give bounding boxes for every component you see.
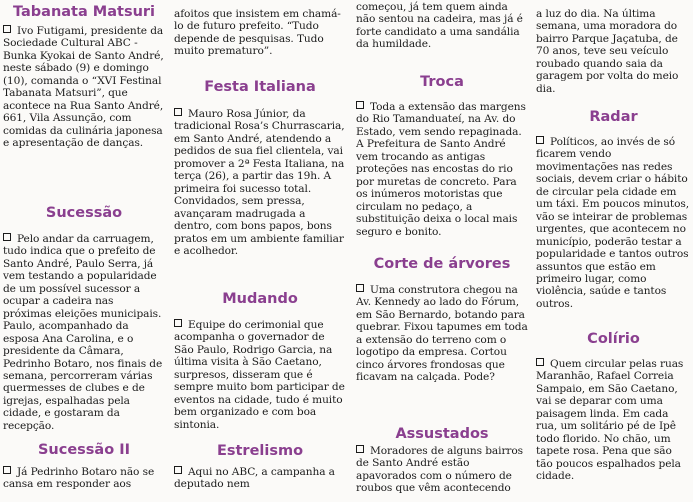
- heading-sucessao-ii: Sucessão II: [37, 442, 131, 458]
- article-assustados: Moradores de alguns bairros de Santo André estão apavorados com o número de roubos que vêm acontecendo: [356, 445, 523, 495]
- bullet-box-icon: [174, 108, 182, 116]
- column-2: [174, 0, 346, 502]
- heading-sucessao: Sucessão: [45, 205, 123, 221]
- bullet-box-icon: [174, 319, 182, 327]
- heading-colirio: Colírio: [587, 331, 640, 347]
- bullet-box-icon: [536, 358, 544, 366]
- column-4: [536, 0, 691, 502]
- article-estrelismo: Aqui no ABC, a campanha a deputado nem: [174, 466, 335, 491]
- column-1: [3, 0, 165, 502]
- heading-assustados: Assustados: [395, 426, 489, 442]
- article-festa-italiana: Mauro Rosa Júnior, da tradicional Rosa’s Churrascaria, em Santo André, atendendo a pedidos de sua fiel clientela, vai promover a 2ª Festa Italiana, na terça (26), a partir das 19h. A primeira foi sucesso total. Convidados, sem pressa, avançaram madrugada a dentro, com bons papos, bons pratos em um ambiente familiar e acolhedor.: [174, 108, 345, 257]
- bullet-box-icon: [3, 466, 11, 474]
- heading-festa-italiana: Festa Italiana: [204, 79, 316, 95]
- bullet-box-icon: [356, 445, 364, 453]
- article-sucessao: Pelo andar da carruagem, tudo indica que o prefeito de Santo André, Paulo Serra, já vem testando a popularidade de um possível sucessor a ocupar a cadeira nas próximas eleições municipais. Paulo, acompanhado da esposa Ana Carolina, e o presidente da Câmara, Pedrinho Botaro, nos finais de semana, percorreram várias quermesses de clubes e de igrejas, espalhadas pela cidade, e gostaram da recepção.: [3, 233, 163, 432]
- article-sucessao-ii: Já Pedrinho Botaro não se cansa em responder aos: [3, 466, 155, 491]
- heading-troca: Troca: [420, 74, 464, 90]
- bullet-box-icon: [174, 466, 182, 474]
- article-troca: Toda a extensão das margens do Rio Tamanduateí, na Av. do Estado, vem sendo repaginada. A Prefeitura de Santo André vem trocando as antigas proteções nas encostas do rio por muretas de concreto. Para os inúmeros motoristas que circulam no pedaço, a substituição deixa o local mais seguro e bonito.: [356, 101, 526, 238]
- article-sucessao-ii-continued: afoitos que insistem em chamá-lo de futuro prefeito. “Tudo depende de pesquisas. Tudo muito prematuro”.: [174, 8, 341, 58]
- heading-tabanata-matsuri: Tabanata Matsuri: [12, 4, 156, 20]
- bullet-box-icon: [536, 136, 544, 144]
- bullet-box-icon: [356, 284, 364, 292]
- article-estrelismo-continued: começou, já tem quem ainda não sentou na cadeira, mas já é forte candidato a uma sandália da humildade.: [356, 1, 523, 51]
- heading-radar: Radar: [589, 109, 638, 125]
- article-corte-de-arvores: Uma construtora chegou na Av. Kennedy ao lado do Fórum, em São Bernardo, botando para quebrar. Fixou tapumes em toda a extensão do terreno com o logotipo da empresa. Cortou cinco árvores frondosas que ficavam na calçada. Pode?: [356, 284, 528, 384]
- article-colirio: Quem circular pelas ruas Maranhão, Rafael Correia Sampaio, em São Caetano, vai se deparar com uma paisagem linda. Em cada rua, um solitário pé de Ipê todo florido. No chão, um tapete rosa. Pena que são tão poucos espalhados pela cidade.: [536, 358, 684, 483]
- bullet-box-icon: [3, 25, 11, 33]
- column-3: [356, 0, 528, 502]
- article-tabanata-matsuri: Ivo Futigami, presidente da Sociedade Cultural ABC - Bunka Kyokai de Santo André, neste sábado (9) e domingo (10), comanda o “XVI Festinal Tabanata Matsuri”, que acontece na Rua Santo André, 661, Vila Assunção, com comidas da culinária japonesa e apresentação de danças.: [3, 25, 164, 150]
- article-assustados-continued: a luz do dia. Na última semana, uma moradora do bairro Parque Jaçatuba, de 70 anos, teve seu veículo roubado quando saia da garagem por volta do meio dia.: [536, 8, 679, 95]
- heading-estrelismo: Estrelismo: [216, 443, 304, 459]
- article-mudando: Equipe do cerimonial que acompanha o governador de São Paulo, Rodrigo Garcia, na última visita à São Caetano, surpresos, disseram que é sempre muito bom participar de eventos na cidade, tudo é muito bem organizado e com boa sintonia.: [174, 319, 345, 431]
- bullet-box-icon: [3, 233, 11, 241]
- heading-mudando: Mudando: [222, 291, 298, 307]
- bullet-box-icon: [356, 101, 364, 109]
- heading-corte-de-arvores: Corte de árvores: [373, 256, 511, 272]
- article-radar: Políticos, ao invés de só ficarem vendo movimentações nas redes sociais, devem criar o hábito de circular pela cidade em um táxi. Em poucos minutos, vão se inteirar de problemas urgentes, que acontecem no município, poderão testar a popularidade e tantos outros assuntos que estão em primeiro lugar, como violência, saúde e tantos outros.: [536, 136, 689, 310]
